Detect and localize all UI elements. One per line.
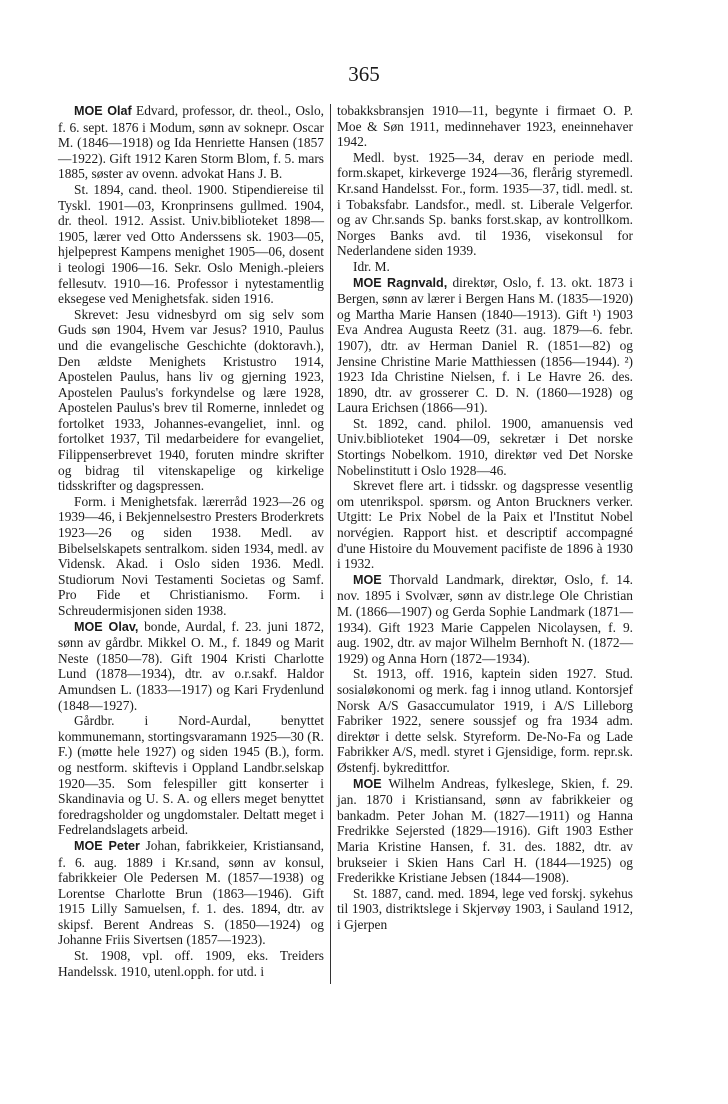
left-column [58,103,324,979]
entry-text: Edvard, professor, dr. theol., Oslo, f. 6. sept. 1876 i Modum, sønn av soknepr. Oscar M. (1846—1918) og Ida Henriette Hansen (1857—1922). Gift 1912 Karen Storm Blom, f. 5. mars 1885, søster av ovenn. advokat Hans J. B. [58,103,324,182]
entry-paragraph: Gårdbr. i Nord-Aurdal, benyttet kommunemann, stortingsvaramann 1925—30 (R. F.) (møtte hele 1927) og siden 1945 (B.), form. og nestform. skiftevis i Oppland Landbr.selskap 1920—35. Som felespiller gitt konserter i Skandinavia og U. S. A. og ellers meget benyttet foredragsholder og ungdomstaler. Deltatt meget i Fedrelandslagets arbeid. [58,713,324,838]
entry-paragraph: St. 1913, off. 1916, kaptein siden 1927. Stud. sosialøkonomi og merk. fag i innog utland. Kontorsjef Norsk A/S Gasaccumulator 1919, i A/S Lilleborg Fabriker 1922, senere soussjef og fra 1934 adm. direktør i dette selsk. Styreform. De-No-Fa og Lade Fabrikker A/S, medl. styret i Gjensidige, form. repr.sk. Østenfj. bykredittfor. [337,666,633,775]
entry-name: MOE Olav, [74,619,139,634]
entry-text: Thorvald Landmark, direktør, Oslo, f. 14. nov. 1895 i Svolvær, sønn av distr.lege Ole Christian M. (1866—1907) og Gerda Sophie Landmark (1871—1934). Gift 1923 Marie Cappelen Nicolaysen, f. 9. aug. 1902, dtr. av major Wilhelm Bernhoft N. (1872—1929) og Anna Horn (1872—1934). [337,571,633,666]
entry-name: MOE Ragnvald, [353,275,448,290]
entry-name: MOE [353,776,382,791]
entry-text: bonde, Aurdal, f. 23. juni 1872, sønn av gårdbr. Mikkel O. M., f. 1849 og Marit Neste (1850—78). Gift 1904 Kristi Charlotte Lund (1878—1934), dtr. av o.r.sakf. Haldor Amundsen L. (1833—1917) og Kari Frydenlund (1848—1927). [58,618,324,713]
right-column [337,103,633,932]
entry-paragraph: Skrevet: Jesu vidnesbyrd om sig selv som Guds søn 1904, Hvem var Jesus? 1910, Paulus und die evangelische Geschichte (doktoravh.), Den ældste Menighets Kristustro 1914, Apostelen Paulus, hans liv og gjerning 1923, Apostelen Paulus's forkyndelse og lære 1928, Apostelen Paulus's brev til Romerne, innledet og fortolket 1933, Johannes-evangeliet, innl. og fortolket 1937, Til medarbeidere for evangeliet, Filippenserbrevet 1940, foruten mindre skrifter og bidrag til vitenskapelige og kirkelige tidsskrifter og dagspressen. [58,306,324,494]
entry-paragraph: St. 1892, cand. philol. 1900, amanuensis ved Univ.biblioteket 1904—09, sekretær i Det norske Stortings Nobelkom. 1910, direktør ved Det Norske Nobelinstitutt i Oslo 1928—46. [337,415,633,478]
entry-paragraph: St. 1908, vpl. off. 1909, eks. Treiders Handelssk. 1910, utenl.opph. for utd. i [58,948,324,979]
entry-paragraph: tobakksbransjen 1910—11, begynte i firmaet O. P. Moe & Søn 1911, medinnehaver 1923, eneinnehaver 1942. [337,103,633,150]
entry-text: direktør, Oslo, f. 13. okt. 1873 i Bergen, sønn av lærer i Bergen Hans M. (1835—1920) og Martha Marie Hansen (1840—1913). Gift ¹) 1903 Eva Andrea Augusta Reetz (31. aug. 1879—6. febr. 1907), dtr. av Herman Daniel R. (1851—82) og Jensine Christine Marie Matthiessen (1856—1944). ²) 1923 Ida Christine Nielsen, f. i Le Havre 26. des. 1890, dtr. av grosserer C. D. N. (1860—1928) og Laura Erichsen (1866—91). [337,274,633,416]
entry-text: Wilhelm Andreas, fylkeslege, Skien, f. 29. jan. 1870 i Kristiansand, sønn av fabrikkeier og bankadm. Peter Johan M. (1827—1911) og Hanna Fredrikke Sejersted (1829—1916). Gift 1903 Esther Maria Kristine Hansen, f. 31. des. 1882, dtr. av brukseier i Skien Hans Carl H. (1844—1925) og Frederikke Kristiane Jebsen (1844—1908). [337,775,633,886]
entry-moe-olaf [58,103,324,182]
entry-paragraph: Skrevet flere art. i tidsskr. og dagspresse vesentlig om utenrikspol. spørsm. og Anton Bruckners verker. Utgitt: Le Prix Nobel de la Paix et l'Institut Nobel norvégien. Rapport hist. et descriptif accompagné d'une Histoire du Mouvement pacifiste de 1896 à 1930 i 1932. [337,478,633,572]
column-divider [330,104,331,984]
entry-name: MOE Peter [74,838,140,853]
entry-paragraph: St. 1887, cand. med. 1894, lege ved forskj. sykehus til 1903, distriktslege i Skjervøy 1903, i Sauland 1912, i Gjerpen [337,885,633,932]
entry-paragraph: Form. i Menighetsfak. lærerråd 1923—26 og 1939—46, i Bekjennelsestro Presters Broderkrets 1923—26 og siden 1938. Medl. av Bibelselskapets sentralkom. siden 1934, medl. av Vidensk. Akad. i Oslo siden 1936. Medl. Studiorum Novi Testamenti Societas og Samf. Pro Fide et Christianismo. Form. i Schreudermisjonen siden 1938. [58,493,324,618]
entry-moe-thorvald [337,572,633,667]
entry-moe-olav [58,619,324,714]
entry-moe-wilhelm [337,776,633,886]
entry-paragraph: Idr. M. [353,258,390,274]
entry-text: Johan, fabrikkeier, Kristiansand, f. 6. aug. 1889 i Kr.sand, sønn av konsul, fabrikkeier Ole Pedersen M. (1857—1938) og Lorentse Charlotte Brun (1863—1946). Gift 1915 Lilly Samuelsen, f. 1. des. 1894, dtr. av skipsf. Berent Andreas S. (1850—1924) og Johanne Friis Sivertsen (1857—1923). [58,837,324,948]
entry-paragraph: St. 1894, cand. theol. 1900. Stipendiereise til Tyskl. 1901—03, Kronprinsens gullmed. 1904, dr. theol. 1912. Assist. Univ.biblioteket 1898—1905, lærer ved Otto Anderssens sk. 1903—05, hjelpeprest Kampens menighet 1905—06, dosent i teologi 1906—16. Sekr. Oslo Menigh.-pleiers fellesutv. 1910—16. Professor i nytestamentlig eksegese ved Menighetsfak. siden 1916. [58,181,324,307]
entry-moe-ragnvald [337,275,633,416]
entry-name: MOE [353,572,382,587]
entry-paragraph: Medl. byst. 1925—34, derav en periode medl. form.skapet, kirkeverge 1924—36, flerårig styremedl. Kr.sand Handelsst. For., form. 1935—37, tidl. medl. st. i Tobaksfabr. Landsfor., medl. st. Liberale Velgerfor. og av Chr.sands Sp. banks forst.skap, av kontrollkom. Norges Banks avd. til 1936, visekonsul for Nederlandene siden 1939. [337,149,633,259]
page-number: 365 [348,62,380,86]
entry-moe-peter [58,838,324,948]
entry-name: MOE Olaf [74,104,132,118]
